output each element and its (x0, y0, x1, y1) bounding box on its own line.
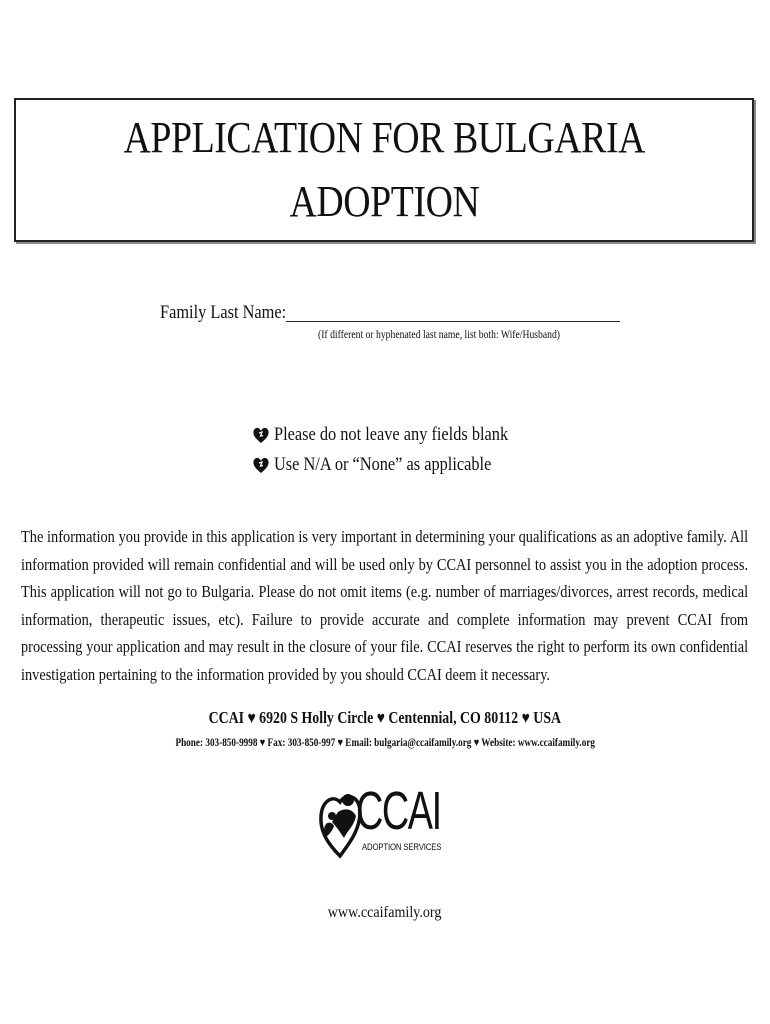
instruction-text: Use N/A or “None” as applicable (274, 454, 492, 475)
heart-bullet-icon (252, 425, 270, 445)
family-name-hint: (If different or hyphenated last name, list both: Wife/Husband) (318, 329, 561, 341)
family-name-field[interactable] (286, 299, 620, 322)
family-name-row (160, 296, 620, 324)
instruction-item (252, 450, 546, 480)
body-paragraph: The information you provide in this application is very important in determining your qualifications as an adoptive family. All information provided will remain confidential and will be used only by CCAI personnel to assist you in the adoption process. This application will not go to Bulgaria. Please do not omit items (e.g. number of marriages/divorces, arrest records, medical information, therapeutic issues, etc). Failure to provide accurate and complete information may prevent CCAI from processing your application and may result in the closure of your file. CCAI reserves the right to perform its own confidential investigation pertaining to the information provided by you should CCAI deem it necessary. (21, 527, 749, 684)
ccai-logo (318, 782, 446, 860)
heart-bullet-icon (252, 455, 270, 475)
logo-subtitle: ADOPTION SERVICES (362, 842, 442, 853)
address-line (0, 708, 770, 728)
instruction-item (252, 420, 546, 450)
instructions-list (252, 420, 546, 480)
title-box (14, 98, 754, 242)
website-text: www.ccaifamily.org (328, 904, 442, 921)
title-line-1: APPLICATION FOR BULGARIA (123, 113, 645, 162)
contact-text: Phone: 303-850-9998 ♥ Fax: 303-850-997 ♥ Email: bulgaria@ccaifamily.org ♥ Website: www.ccaifamily.org (175, 737, 595, 749)
family-name-label: Family Last Name: (160, 302, 287, 323)
address-text: CCAI ♥ 6920 S Holly Circle ♥ Centennial, CO 80112 ♥ USA (208, 708, 562, 727)
instruction-text: Please do not leave any fields blank (274, 424, 509, 445)
logo-wordmark: CCAI (356, 781, 441, 841)
title-line-2: ADOPTION (289, 177, 479, 226)
website-footer (0, 904, 770, 922)
contact-line (0, 737, 770, 749)
